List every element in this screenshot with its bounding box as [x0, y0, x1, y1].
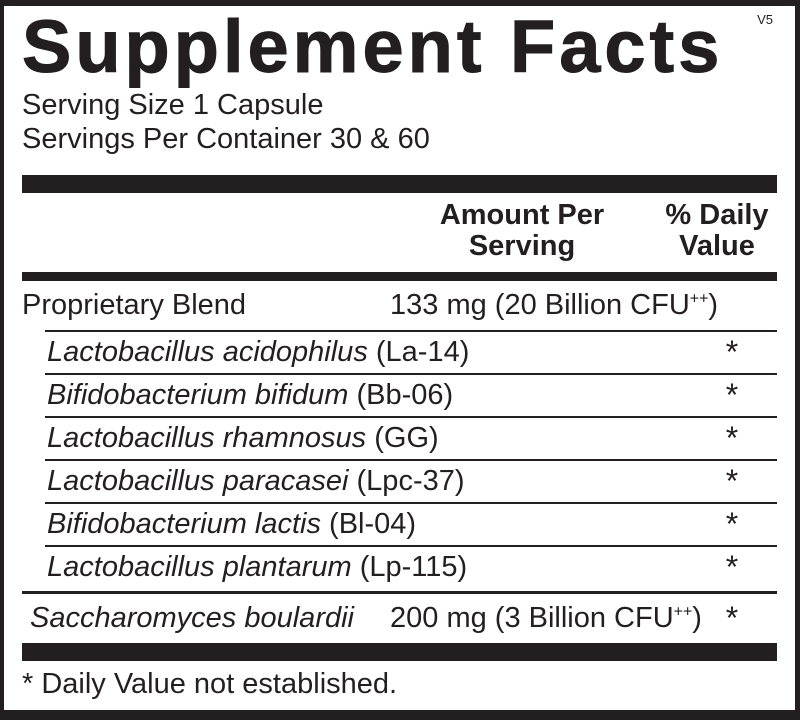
- boulardii-species: Saccharomyces boulardii: [30, 602, 354, 634]
- ingredient-strain: (Lpc-37): [348, 465, 465, 497]
- ingredient-species: Bifidobacterium lactis: [47, 508, 321, 540]
- blend-amount-superscript: ++: [689, 290, 709, 308]
- ingredient-row: [22, 461, 777, 502]
- proprietary-blend-name: Proprietary Blend: [22, 289, 247, 321]
- divider-medium: [22, 272, 777, 281]
- amount-per-serving-header: [430, 200, 614, 262]
- divider-thick-bottom: [22, 643, 777, 661]
- ingredient-strain: (Bl-04): [321, 508, 417, 540]
- ingredient-species: Bifidobacterium bifidum: [47, 379, 349, 411]
- serving-size-line: Serving Size 1 Capsule: [22, 89, 324, 121]
- ingredient-species: Lactobacillus acidophilus: [47, 336, 368, 368]
- boulardii-amount-close: ): [692, 602, 702, 634]
- servings-per-container-line: Servings Per Container 30 & 60: [22, 123, 430, 155]
- daily-value-asterisk: *: [725, 463, 739, 499]
- column-header-row: [22, 198, 777, 262]
- proprietary-blend-row: [22, 281, 777, 330]
- ingredient-row: [22, 504, 777, 545]
- blend-amount-close: ): [708, 289, 719, 321]
- ingredient-list: [22, 330, 777, 588]
- amount-header-line1: Amount Per: [439, 199, 605, 231]
- ingredient-row: [22, 375, 777, 416]
- percent-daily-value-header: [657, 200, 777, 262]
- proprietary-blend-amount: [390, 281, 718, 330]
- saccharomyces-boulardii-row: [22, 594, 777, 643]
- daily-value-asterisk: *: [725, 334, 739, 370]
- amount-header-line2: Serving: [468, 230, 576, 262]
- ingredient-row: [22, 418, 777, 459]
- ingredient-row: [22, 547, 777, 588]
- ingredient-strain: (La-14): [367, 336, 470, 368]
- daily-value-footnote: * Daily Value not established.: [22, 668, 398, 700]
- dv-header-line1: % Daily: [665, 199, 769, 231]
- daily-value-asterisk: *: [725, 420, 739, 456]
- version-superscript: V5: [757, 12, 773, 27]
- boulardii-amount-superscript: ++: [673, 603, 693, 621]
- daily-value-asterisk: *: [725, 377, 739, 413]
- title-block: [22, 6, 777, 88]
- ingredient-strain: (Bb-06): [348, 379, 454, 411]
- panel-title: Supplement Facts: [22, 5, 724, 88]
- ingredient-species: Lactobacillus plantarum: [47, 551, 352, 583]
- daily-value-asterisk: *: [725, 506, 739, 542]
- ingredient-row: [22, 332, 777, 373]
- boulardii-amount: [390, 594, 702, 643]
- blend-amount-text: 133 mg (20 Billion CFU: [390, 289, 690, 321]
- ingredient-strain: (GG): [366, 422, 439, 454]
- boulardii-amount-text: 200 mg (3 Billion CFU: [390, 602, 674, 634]
- boulardii-daily-value-asterisk: *: [725, 600, 739, 636]
- dv-header-line2: Value: [679, 230, 755, 262]
- ingredient-species: Lactobacillus paracasei: [47, 465, 349, 497]
- divider-thick-top: [22, 175, 777, 193]
- ingredient-strain: (Lp-115): [351, 551, 468, 583]
- daily-value-asterisk: *: [725, 549, 739, 585]
- ingredient-species: Lactobacillus rhamnosus: [47, 422, 367, 454]
